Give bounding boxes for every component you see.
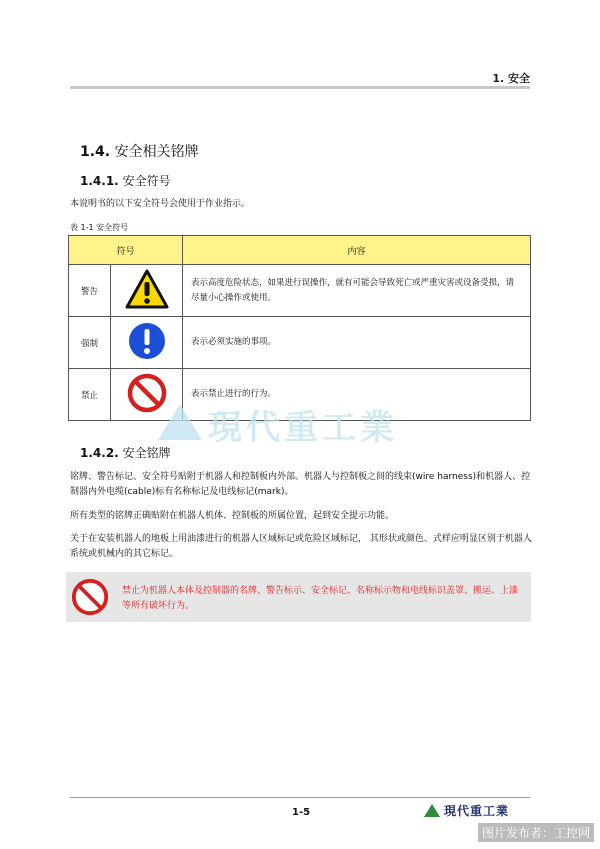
row-kind: 警告 [69,265,111,317]
section-number: 1.4. [80,144,111,160]
subsection1-intro: 本说明书的以下安全符号会使用于作业指示。 [70,199,251,209]
table-row [69,265,531,317]
row-text: 表示高度危险状态，如果进行误操作，就有可能会导致死亡或严重灾害或设备受损，请尽量小心操作或使用。 [183,265,531,317]
page-number: 1-5 [292,807,311,818]
row-kind: 强制 [69,317,111,369]
section-title: 安全相关铭牌 [114,144,199,160]
subsection2-heading [80,444,171,461]
mandatory-exclamation-icon [111,317,183,369]
row-kind: 禁止 [69,369,111,421]
prohibition-icon [70,577,110,621]
section-heading [80,141,199,161]
subsection2-paragraph-2: 所有类型的铭牌正确贴附在机器人机体、控制板的所属位置，起到安全提示功能。 [70,511,395,521]
watermark-triangle-icon [158,404,202,440]
subsection2-paragraph-3: 关于在安装机器人的地板上用油漆进行的机器人区域标记或危险区域标记， 其形状或颜色、式样应明显区别于机器人系统或机械内的其它标记。 [70,534,532,559]
table-caption: 表 1-1 安全符号 [70,223,129,232]
table-row [69,317,531,369]
logo-triangle-icon [424,804,440,817]
subsection2-paragraph-1: 铭牌、警告标记、安全符号贴附于机器人和控制板内外部。机器人与控制板之间的线束(wire harness)和机器人、控制器内外电缆(cable)标有名称标记及电线标记(mark)。 [70,472,531,497]
company-logo: 現代重工業 [444,804,510,818]
subsection1-heading [80,172,171,189]
table-header-row [69,236,531,265]
row-text: 表示禁止进行的行为。 [183,369,531,421]
banner-text: 禁止为机器人本体及控制器的名牌、警告标示、安全标记、名称标示物和电线标识盖罩、搬运、上漆等所有破坏行为。 [122,586,519,611]
image-credit: 图片发布者：工控网 [478,823,594,842]
header-content: 内容 [183,236,531,265]
safety-symbol-table [68,235,531,421]
subsection1-title: 安全符号 [122,174,171,188]
header-symbol: 符号 [69,236,183,265]
subsection1-number: 1.4.1. [80,174,119,188]
footer-divider [70,797,530,798]
subsection2-title: 安全铭牌 [122,446,171,460]
row-text: 表示必须实施的事项。 [183,317,531,369]
warning-triangle-icon [111,265,183,317]
subsection2-number: 1.4.2. [80,446,119,460]
header-divider [70,86,530,89]
header-section-title: 1. 安全 [492,72,530,85]
watermark-text: 現代重工業 [208,408,398,448]
